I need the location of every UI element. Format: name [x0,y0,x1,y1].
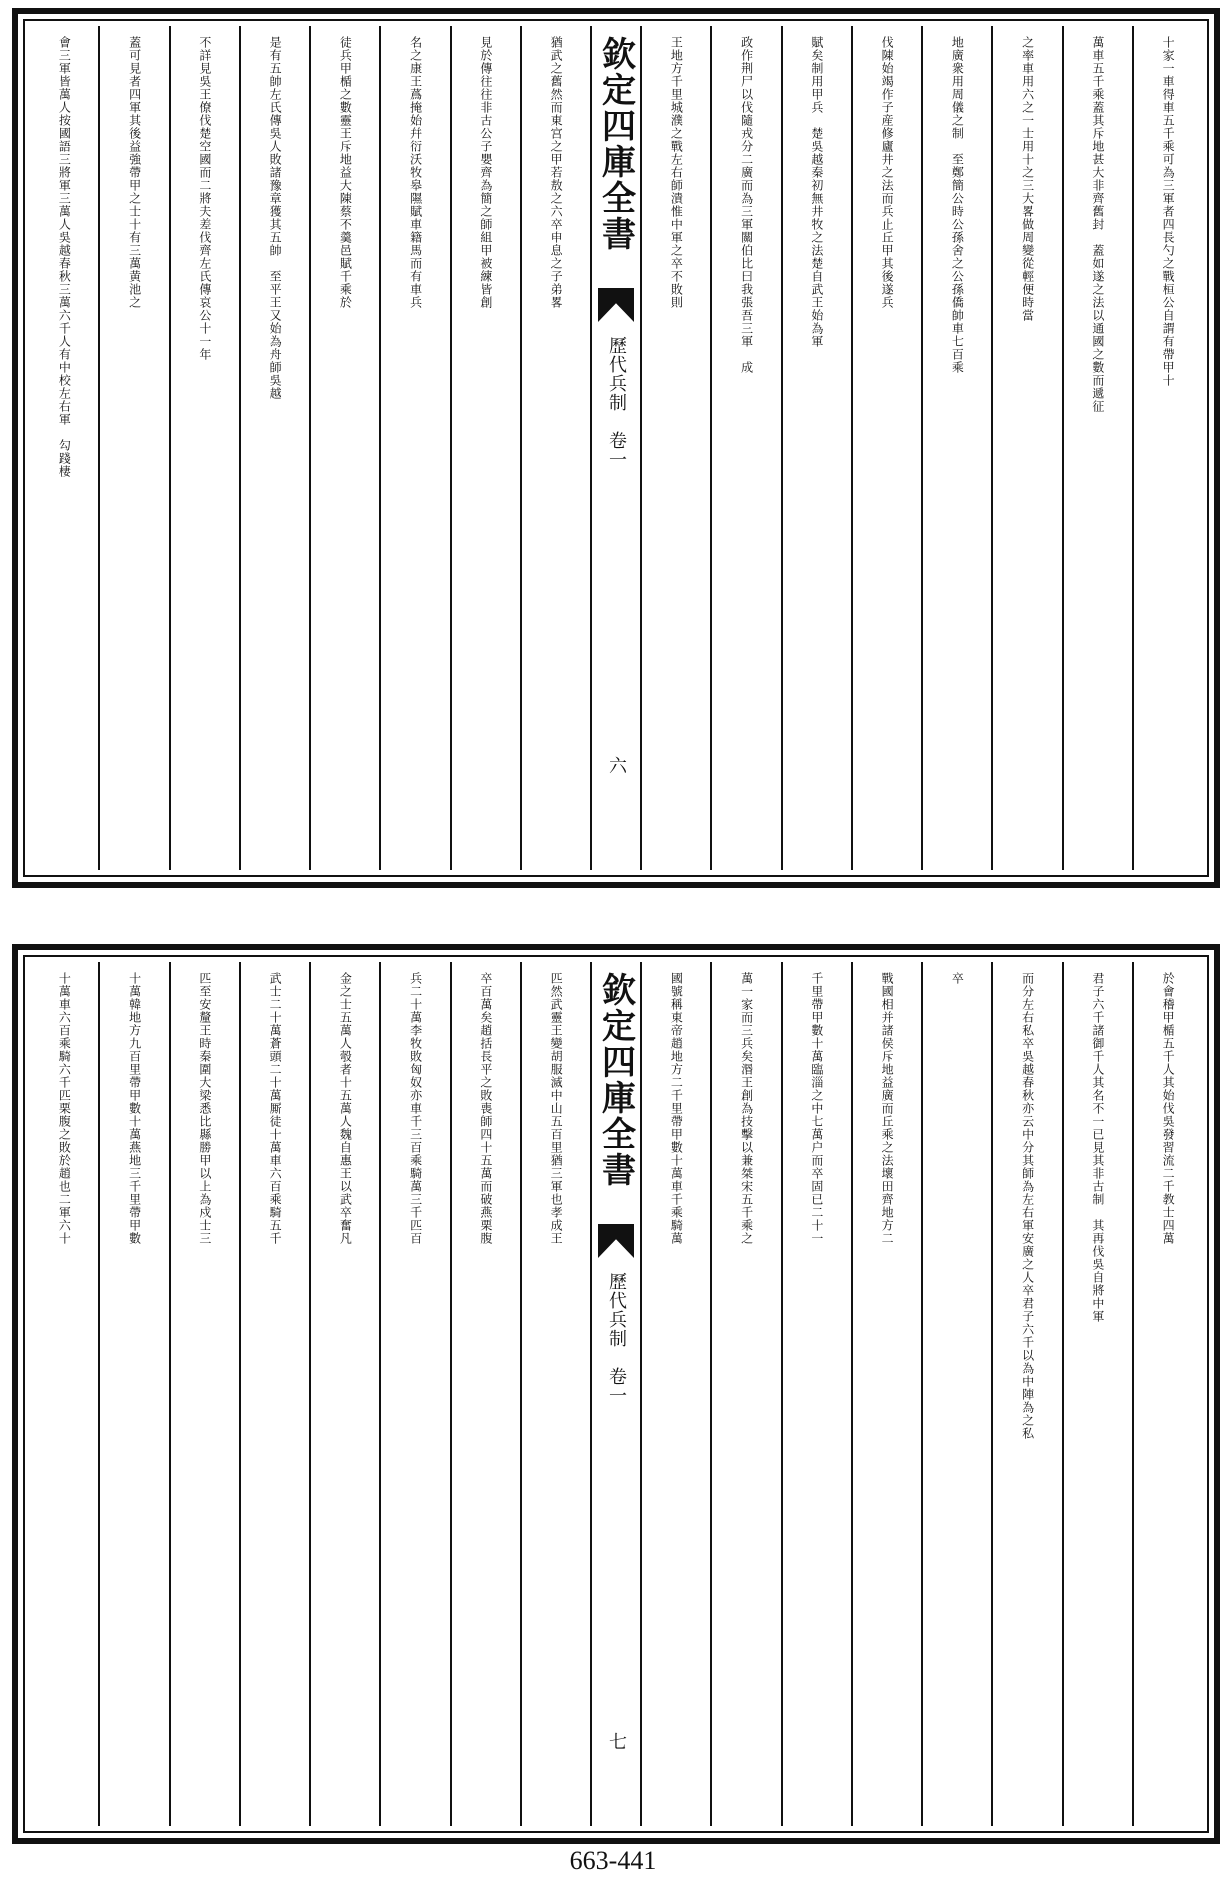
text-column [851,26,921,870]
center-fold-column [590,26,640,870]
text-column [520,26,590,870]
text-column [991,26,1061,870]
column-text: 萬一家而三兵矣湣王創為技擊以兼桀宋五千乘之 [739,972,754,1245]
column-text: 國號稱東帝趙地方二千里帶甲數十萬車千乘騎萬 [669,972,684,1245]
text-column [991,962,1061,1826]
column-text: 萬車五千乘蓋其斥地甚大非齊舊封 蓋如遂之法以通國之數而遞征 [1090,36,1105,413]
column-text: 十家一車得車五千乘可為三軍者四長勺之戰桓公自謂有帶甲十 [1161,36,1176,387]
text-column [710,962,780,1826]
column-text: 十萬韓地方九百里帶甲數十萬燕地三千里帶甲數 [127,972,142,1245]
column-text: 見於傳往往非古公子嬰齊為簡之師組甲被練皆創 [478,36,493,309]
text-column [921,26,991,870]
book-name: 歷代兵制 卷一 [606,336,627,469]
text-column [640,26,710,870]
lower-text-columns [30,962,1202,1826]
column-text: 是有五帥左氏傳吳人敗諸豫章獲其五帥 至平王又始為舟師吳越 [268,36,283,400]
column-text: 金之士五萬人彀者十五萬人魏自惠王以武卒奮凡 [338,972,353,1245]
column-text: 卒 [950,972,965,985]
leaf-number: 七 [606,1732,627,1750]
text-column [921,962,991,1826]
text-column [851,962,921,1826]
column-text: 十萬車六百乘騎六千匹栗腹之敗於趙也二軍六十 [57,972,72,1245]
collection-title: 欽定四庫全書 [595,36,636,252]
collection-title: 欽定四庫全書 [595,972,636,1188]
column-text: 兵二十萬李牧敗匈奴亦車千三百乘騎萬三千匹百 [408,972,423,1245]
column-text: 而分左右私卒吳越春秋亦云中分其師為左右軍安廣之人卒君子六千以為中陣為之私 [1020,972,1035,1440]
text-column [520,962,590,1826]
column-text: 王地方千里城濮之戰左右師潰惟中軍之卒不敗則 [669,36,684,309]
lower-page [12,944,1220,1844]
text-column [379,26,449,870]
text-column [309,26,379,870]
column-text: 戰國相并諸侯斥地益廣而丘乘之法壞田齊地方二 [880,972,895,1245]
text-column [379,962,449,1826]
text-column [450,962,520,1826]
column-text: 於會稽甲楯五千人其始伐吳發習流二千教士四萬 [1161,972,1176,1245]
page-number: 663-441 [569,1846,657,1875]
column-text: 賦矣制用甲兵 楚吳越秦初無井牧之法楚自武王始為軍 [809,36,824,348]
text-column [640,962,710,1826]
upper-text-columns [30,26,1202,870]
fishtail-mark [598,288,634,322]
column-text: 之率車用六之一士用十之三大畧做周變從輕便時當 [1020,36,1035,322]
fishtail-mark [598,1224,634,1258]
column-text: 卒百萬矣趙括長平之敗喪師四十五萬而破燕栗腹 [478,972,493,1245]
upper-page [12,8,1220,888]
text-column [98,962,168,1826]
column-text: 千里帶甲數十萬臨淄之中七萬户而卒固已二十一 [809,972,824,1245]
book-name: 歷代兵制 卷一 [606,1272,627,1405]
text-column [30,962,98,1826]
column-text: 政作荆尸以伐隨戎分二廣而為三軍關伯比曰我張吾三軍 成 [739,36,754,374]
column-text: 名之康王蔿掩始幷衍沃牧皋隰賦車籍馬而有車兵 [408,36,423,309]
leaf-number: 六 [606,756,627,774]
text-column [450,26,520,870]
column-text: 匹至安釐王時秦圍大梁悉比縣勝甲以上為戍士三 [197,972,212,1245]
text-column [309,962,379,1826]
text-column [239,962,309,1826]
text-column [239,26,309,870]
column-text: 武士二十萬蒼頭二十萬厮徒十萬車六百乘騎五千 [268,972,283,1245]
column-text: 匹然武靈王變胡服滅中山五百里猶三軍也孝成王 [549,972,564,1245]
column-text: 地廣衆用周儀之制 至鄭簡公時公孫舍之公孫僑帥車七百乘 [950,36,965,374]
column-text: 蓋可見者四軍其後益強帶甲之士十有三萬黄池之 [127,36,142,309]
text-column [1062,962,1132,1826]
column-text: 伐陳始竭作子産修廬井之法而兵止丘甲其後遂兵 [880,36,895,309]
text-column [710,26,780,870]
text-column [1062,26,1132,870]
center-fold-column [590,962,640,1826]
text-column [1132,962,1202,1826]
column-text: 不詳見吳王僚伐楚空國而二將夫差伐齊左氏傳哀公十一年 [197,36,212,361]
column-text: 會三軍皆萬人按國語三將軍三萬人吳越春秋三萬六千人有中校左右軍 勾踐棲 [57,36,72,478]
text-column [781,962,851,1826]
text-column [1132,26,1202,870]
text-column [98,26,168,870]
column-text: 猶武之舊然而東宫之甲若敖之六卒申息之子弟畧 [549,36,564,309]
text-column [169,962,239,1826]
column-text: 徒兵甲楯之數靈王斥地益大陳蔡不羹邑賦千乘於 [338,36,353,309]
column-text: 君子六千諸御千人其名不一已見其非古制 其再伐吳自將中軍 [1090,972,1105,1323]
text-column [30,26,98,870]
text-column [781,26,851,870]
text-column [169,26,239,870]
